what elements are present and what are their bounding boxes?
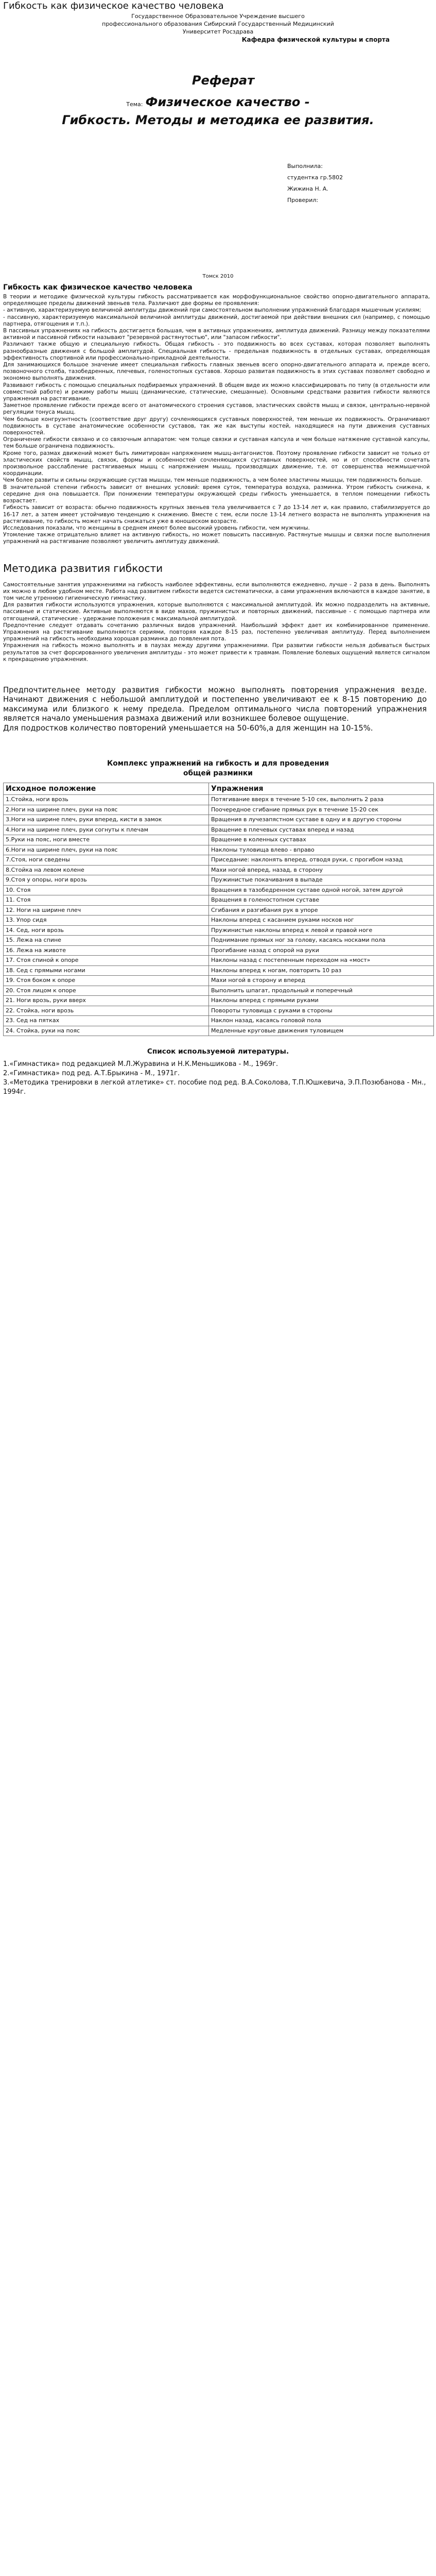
cell-exercise: Выполнить шпагат, продольный и поперечный [209,986,434,996]
literature-item: 2.«Гимнастика» под ред. А.Т.Брыкина - М., 1971г. [3,1070,180,1078]
exercise-table [3,783,434,1037]
cell-exercise: Махи ногой вперед, назад, в сторону [209,865,434,875]
cell-position: 14. Сед, ноги врозь [4,925,209,936]
paragraph: Предпочтение следует отдавать сочетанию различных видов упражнений. Наибольший эффект дает их комбинированное применение. Упражнения на растягивание выполняются сериями, повторяя каждое 8-15 раз, постепенно увеличивая амплитуду. Перед выполнением упражнений на гибкость необходима хорошая разминка до появления пота. [3,622,430,642]
cell-position: 12. Ноги на ширине плеч [4,905,209,916]
literature-title: Список используемой литературы. [147,1047,289,1056]
topic-line-1: Физическое качество - [145,95,310,109]
cell-position: 22. Стойка, ноги врозь [4,1006,209,1016]
paragraph: Упражнения на гибкость можно выполнять и в паузах между другими упражнениями. При развитии гибкости нельзя добиваться быстрых результатов за счет форсированного увеличения амплитуды - это может привести к травмам. Появление болевых ощущений является сигналом к прекращению упражнения. [3,642,430,663]
cell-position: 19. Стоя боком к опоре [4,976,209,986]
table-header-row [4,783,434,795]
paragraph: Кроме того, размах движений может быть лимитирован напряжением мышц-антагонистов. Поэтому проявление гибкости зависит не только от эластических свойств мышц, связок, формы и особенностей сочленяющихся суставных поверхностей, но и от способности сочетать произвольное расслабление растягиваемых мышц с напряжением мышц, производящих движение, т.е. от совершенства межмышечной координации. [3,450,430,477]
cell-exercise: Вращение в плечевых суставах вперед и назад [209,825,434,835]
cell-exercise: Наклоны вперед с прямыми руками [209,996,434,1006]
cell-exercise: Наклоны вперед с касанием руками носков ног [209,916,434,926]
cell-exercise: Вращение в коленных суставах [209,835,434,845]
document [0,12,436,1097]
table-row [4,805,434,815]
section-heading-method: Методика развития гибкости [3,562,163,574]
table-row [4,996,434,1006]
section-heading-quality: Гибкость как физическое качество человека [3,283,193,292]
cell-position: 21. Ноги врозь, руки вверх [4,996,209,1006]
cell-position: 7.Стоя, ноги сведены [4,855,209,866]
cell-exercise: Поднимание прямых ног за голову, касаясь носками пола [209,936,434,946]
exercise-table-title [0,759,436,778]
paragraph: Развивают гибкость с помощью специальных подбираемых упражнений. В общем виде их можно классифицировать по типу (в отдельности или совместной работе) и режиму работы мышц (динамические, статические, смешанные). Основными средствами развития гибкости являются упражнения на растягивание. [3,382,430,402]
paragraph: Чем более развиты и сильны окружающие сустав мышцы, тем меньше подвижность, а чем более эластичны мышцы, тем подвижность больше. [3,477,423,484]
topic-line-2: Гибкость. Методы и методика ее развития. [62,113,374,127]
topic-label: Тема: [126,101,143,108]
cell-exercise: Пружинистые наклоны вперед к левой и правой ноге [209,925,434,936]
paragraph: В значительной степени гибкость зависит от внешних условий: время суток, температура воздуха, разминка. Утром гибкость снижена, к середине дня она повышается. При понижении температуры окружающей среды гибкость уменьшается, в теплом помещении гибкость возрастает. [3,484,430,504]
paragraph: Утомление также отрицательно влияет на активную гибкость, но может повысить пассивную. Растянутые мышцы и связки после выполнения упражнений на растягивание позволяют увеличить амплитуду движений. [3,532,430,545]
paragraph: Для развития гибкости используются упражнения, которые выполняются с максимальной амплитудой. Их можно подразделить на активные, пассивные и статические. Активные выполняются в виде махов, пружинистых и повторных движений, пассивные - с помощью партнера или отягощений, статические - удержание положения с максимальной амплитудой. [3,602,430,622]
signature-line: Проверил: [287,197,319,204]
cell-exercise: Медленные круговые движения туловищем [209,1026,434,1036]
cell-position: 23. Сед на пятках [4,1016,209,1026]
table-row [4,905,434,916]
cell-exercise: Махи ногой в сторону и вперед [209,976,434,986]
paragraph: Ограничение гибкости связано и со связочным аппаратом: чем толще связки и суставная капсула и чем больше натяжение суставной капсулы, тем больше ограничена подвижность. [3,436,430,450]
cell-position: 5.Руки на пояс, ноги вместе [4,835,209,845]
cell-position: 9.Стоя у опоры, ноги врозь [4,875,209,886]
table-row [4,835,434,845]
cell-exercise: Потягивание вверх в течение 5-10 сек, выполнить 2 раза [209,795,434,805]
table-row [4,815,434,825]
paragraph: В теории и методике физической культуры гибкость рассматривается как морфофункциональное свойство опорно-двигательного аппарата, определяющее пределы движений звеньев тела. Различают две формы ее проявления: [3,294,430,307]
city-year: Томск 2010 [202,274,234,279]
institution-line: профессионального образования Сибирский Государственный Медицинский [102,21,334,27]
signature-line: Выполнила: [287,163,323,170]
paragraph: Исследования показали, что женщины в среднем имеют более высокий уровень гибкости, чем мужчины. [3,524,310,531]
table-row [4,925,434,936]
cell-exercise: Наклоны туловища влево - вправо [209,845,434,855]
section-quality-text [3,294,430,546]
cell-exercise: Повороты туловища с руками в стороны [209,1006,434,1016]
signature-block [287,161,436,206]
cell-exercise: Наклоны назад с постепенным переходом на «мост» [209,956,434,966]
paragraph: Заметное проявление гибкости прежде всего от анатомического строения суставов, эластических свойств мышц и связок, центрально-нервной регуляции тонуса мышц. [3,402,430,416]
institution-line: Университет Росздрава [182,28,254,35]
cell-position: 1.Стойка, ноги врозь [4,795,209,805]
signature-line: студентка гр.5802 [287,174,343,181]
paragraph: - пассивную, характеризуемую максимальной величиной амплитуды движений, достигаемой при действии внешних сил (например, с помощью партнера, отягощения и т.п.). [3,314,430,327]
paragraph: Различают также общую и специальную гибкость. Общая гибкость - это подвижность во всех суставах, которая позволяет выполнять разнообразные движения с большой амплитудой. Специальная гибкость - предельная подвижность в отдельных суставах, определяющая эффективность спортивной или профессионально-прикладной деятельности. [3,341,430,361]
table-row [4,986,434,996]
cell-exercise: Прогибание назад с опорой на руки [209,945,434,956]
table-row [4,875,434,886]
literature-item: 1.«Гимнастика» под редакцией М.Л.Журавина и Н.К.Меньшикова - М., 1969г. [3,1060,278,1069]
table-row [4,795,434,805]
table-title-line: общей разминки [183,769,253,777]
cell-exercise: Вращения в лучезапястном суставе в одну и в другую стороны [209,815,434,825]
cell-position: 4.Ноги на ширине плеч, руки согнуты к плечам [4,825,209,835]
institution-line: Государственное Образовательное Учреждение высшего [131,13,305,20]
cell-exercise: Наклон назад, касаясь головой пола [209,1016,434,1026]
paragraph: Гибкость зависит от возраста: обычно подвижность крупных звеньев тела увеличивается с 7 до 13-14 лет и, как правило, стабилизируется до 16-17 лет, а затем имеет устойчивую тенденцию к снижению. Вместе с тем, если после 13-14 летнего возраста не выполнять упражнения на растягивание, то гибкость может начать снижаться уже в юношеском возрасте. [3,504,430,524]
paragraph: Для занимающихся большое значение имеет специальная гибкость главных звеньев всего опорно-двигательного аппарата и, прежде всего, позвоночного столба, тазобедренных, плечевых, голеностопных суставов. Хорошо развитая подвижность в этих суставах позволяет свободно и экономно выполнять движения. [3,362,430,382]
institution-header [0,12,436,36]
cell-position: 15. Лежа на спине [4,936,209,946]
table-row [4,976,434,986]
table-row [4,845,434,855]
cell-exercise: Пружинистые покачивания в выпаде [209,875,434,886]
paragraph: - активную, характеризуемую величиной амплитуды движений при самостоятельном выполнении упражнений благодаря мышечным усилиям; [3,307,422,314]
table-row [4,936,434,946]
cell-position: 13. Упор сидя [4,916,209,926]
cell-position: 3.Ноги на ширине плеч, руки вперед, кисти в замок [4,815,209,825]
cell-position: 8.Стойка на левом колене [4,865,209,875]
cell-position: 6.Ноги на ширине плеч, руки на пояс [4,845,209,855]
literature-list [0,1060,436,1097]
cell-exercise: Приседание: наклонять вперед, отводя руки, с прогибом назад [209,855,434,866]
table-row [4,855,434,866]
page-title: Гибкость как физическое качество человека [3,1,224,11]
paragraph: Предпочтительнее методу развития гибкости можно выполнять повторения упражнения везде. Начинают движения с небольшой амплитудой и постепенно увеличивают ее к 8-15 повторению до максимума или близкого к нему предела. Пределом оптимального числа повторений упражнения является начало уменьшения размаха движений или возникшее болевое ощущение. [3,685,427,723]
table-row [4,965,434,976]
table-row [4,945,434,956]
signature-line: Жижина Н. А. [287,185,328,192]
table-row [4,1016,434,1026]
section-method-text [3,582,430,663]
cell-position: 24. Стойка, руки на пояс [4,1026,209,1036]
cell-exercise: Сгибания и разгибания рук в упоре [209,905,434,916]
cell-position: 18. Сед с прямыми ногами [4,965,209,976]
cell-position: 17. Стоя спиной к опоре [4,956,209,966]
cell-position: 16. Лежа на животе [4,945,209,956]
repetition-paragraph [3,686,427,733]
table-row [4,1006,434,1016]
table-row [4,825,434,835]
column-header-exercise: Упражнения [209,783,434,795]
cell-exercise: Вращения в голеностопном суставе [209,895,434,906]
referat-word: Реферат [191,73,255,88]
paragraph: Чем больше конгруэнтность (соответствие друг другу) сочленяющихся суставных поверхностей, тем меньше их подвижность. Ограничивают подвижность в суставе анатомические особенности суставов, так же как выступы костей, находящиеся на пути движения суставных поверхностей. [3,416,430,436]
table-row [4,885,434,895]
table-row [4,895,434,906]
cell-position: 20. Стоя лицом к опоре [4,986,209,996]
table-title-line: Комплекс упражнений на гибкость и для проведения [107,759,329,768]
paragraph: В пассивных упражнениях на гибкость достигается большая, чем в активных упражнениях, амплитуда движений. Разницу между показателями активной и пассивной гибкости называют "резервной растянутостью", или "запасом гибкости". [3,328,430,341]
cell-exercise: Вращения в тазобедренном суставе одной ногой, затем другой [209,885,434,895]
table-row [4,916,434,926]
table-row [4,956,434,966]
cell-position: 10. Стоя [4,885,209,895]
literature-item: 3.«Методика тренировки в легкой атлетике» ст. пособие под ред. В.А.Соколова, Т.П.Юшкевича, Э.П.Позюбанова - Мн., 1994г. [3,1079,426,1096]
table-row [4,1026,434,1036]
cell-position: 2.Ноги на ширине плеч, руки на пояс [4,805,209,815]
column-header-position: Исходное положение [4,783,209,795]
paragraph: Самостоятельные занятия упражнениями на гибкость наиболее эффективны, если выполняются ежедневно, лучше - 2 раза в день. Выполнять их можно в любом удобном месте. Работа над развитием гибкости ведется систематически, а сами упражнения включаются в каждое занятие, в том числе утреннюю гигиеническую гимнастику. [3,581,430,601]
topic-block [0,94,436,128]
cell-position: 11. Стоя [4,895,209,906]
department-name: Кафедра физической культуры и спорта [241,36,390,43]
cell-exercise: Наклоны вперед к ногам, повторить 10 раз [209,965,434,976]
table-row [4,865,434,875]
cell-exercise: Поочередное сгибание прямых рук в течение 15-20 сек [209,805,434,815]
paragraph: Для подростков количество повторений уменьшается на 50-60%,а для женщин на 10-15%. [3,723,373,733]
